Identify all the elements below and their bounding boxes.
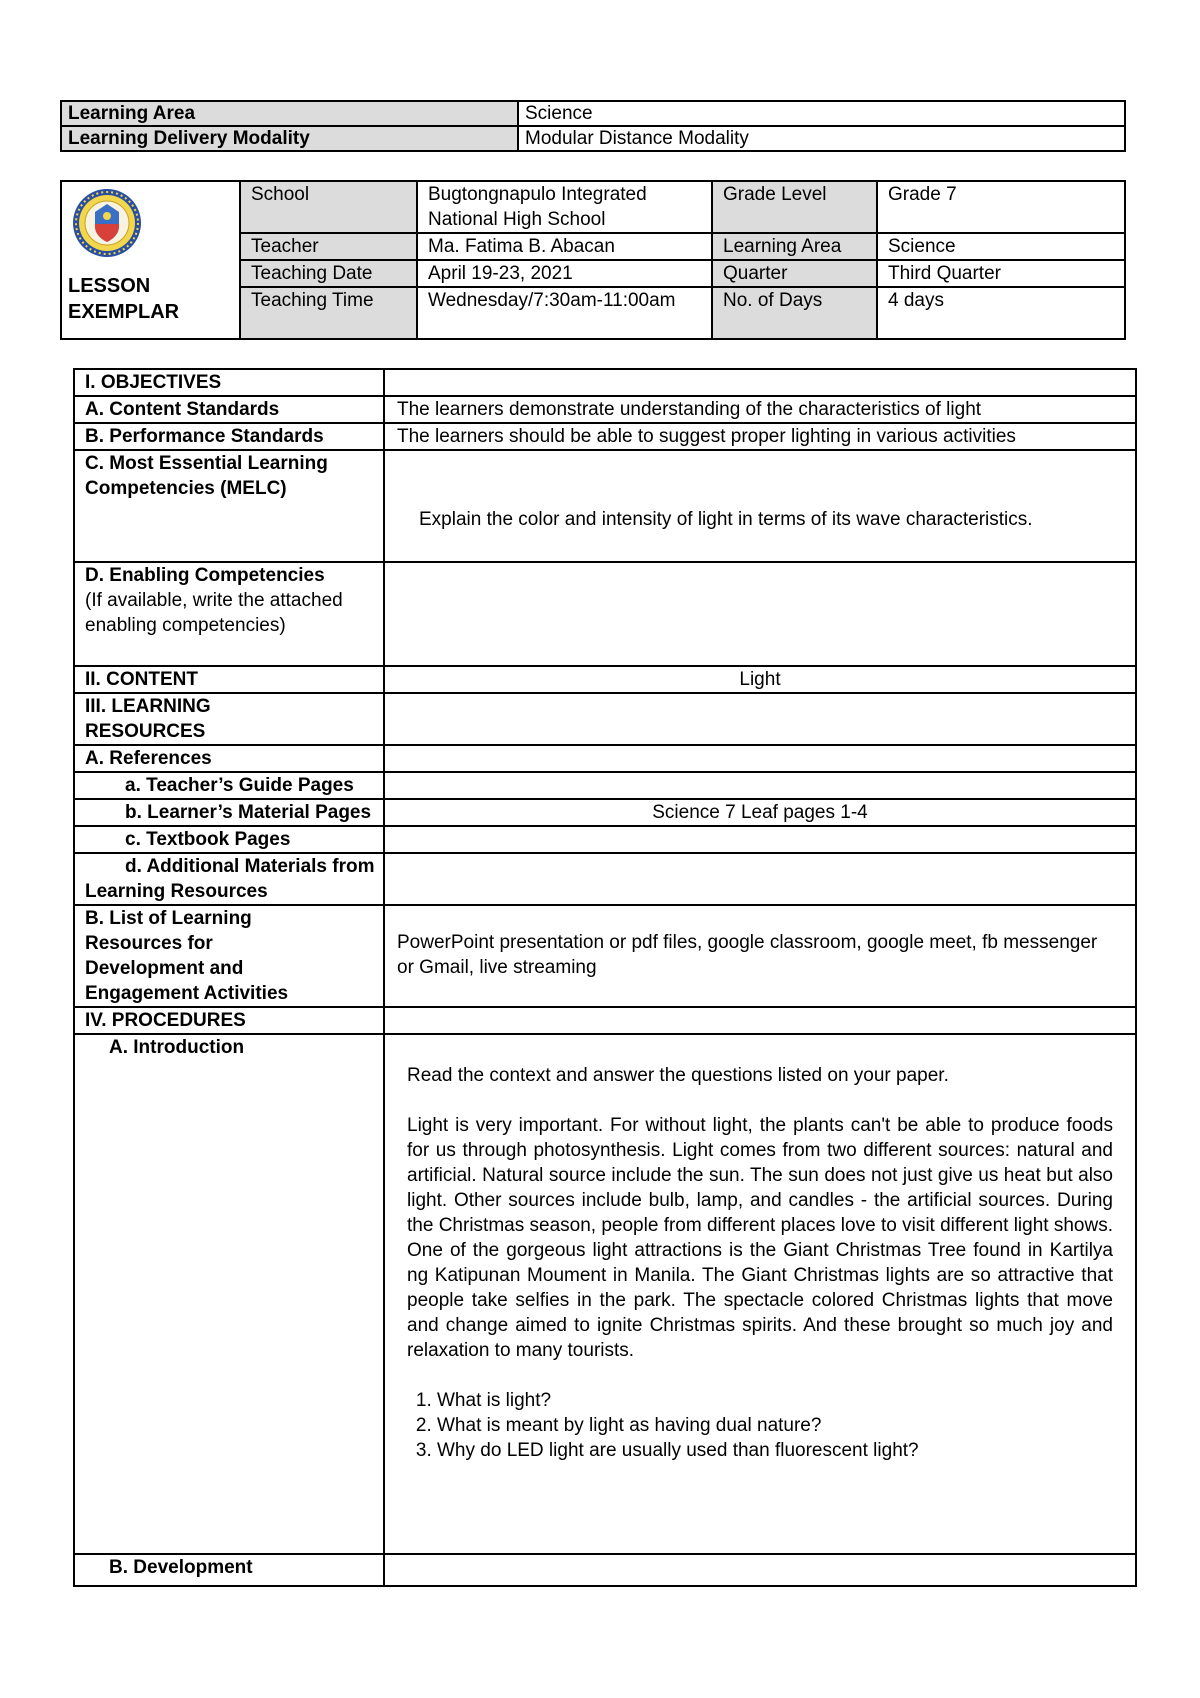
- learning-area-label: Learning Area: [61, 101, 518, 126]
- introduction-label: A. Introduction: [74, 1034, 384, 1554]
- table-row: [74, 1007, 1136, 1034]
- delivery-modality-value: Modular Distance Modality: [518, 126, 1125, 151]
- grade-level-value: Grade 7: [877, 181, 1125, 233]
- learning-resources-label: III. LEARNING RESOURCES: [74, 693, 384, 745]
- content-label: II. CONTENT: [74, 666, 384, 693]
- list-item: 2. What is meant by light as having dual nature?: [437, 1413, 1113, 1438]
- introduction-paragraph: Light is very important. For without light, the plants can't be able to produce foods for us through photosynthesis. Light comes from two different sources: natural and artificial. Natural source include the sun. The sun does not just give us heat but also light. Other sources include bulb, lamp, and candles - the artificial sources. During the Christmas season, people from different places love to visit different light shows. One of the gorgeous light attractions is the Giant Christmas Tree found in Kartilya ng Katipunan Moument in Manila. The Giant Christmas lights are so attractive that people take selfies in the park. The spectacle colored Christmas lights that move and change aimed to ignite Christmas spirits. And these brought so much joy and relaxation to many tourists.: [407, 1115, 1113, 1361]
- teaching-date-value: April 19-23, 2021: [417, 260, 712, 287]
- content-value: Light: [384, 666, 1136, 693]
- table-row: [74, 450, 1136, 562]
- table-row: [74, 826, 1136, 853]
- teachers-guide-label: a. Teacher’s Guide Pages: [74, 772, 384, 799]
- table-row: [61, 181, 1125, 233]
- additional-materials-label: d. Additional Materials from Learning Resources: [74, 853, 384, 905]
- school-label: School: [240, 181, 417, 233]
- development-label: B. Development: [74, 1554, 384, 1586]
- grade-level-label: Grade Level: [712, 181, 877, 233]
- table-row: [74, 666, 1136, 693]
- table-row: [74, 1034, 1136, 1554]
- teaching-time-value: Wednesday/7:30am-11:00am: [417, 287, 712, 339]
- header-learning-area-label: Learning Area: [712, 233, 877, 260]
- header-learning-area-value: Science: [877, 233, 1125, 260]
- teaching-date-label: Teaching Date: [240, 260, 417, 287]
- performance-standards-value: The learners should be able to suggest proper lighting in various activities: [384, 423, 1136, 450]
- table-row: [61, 126, 1125, 151]
- table-row: [74, 799, 1136, 826]
- table-row: [74, 396, 1136, 423]
- enabling-competencies-cell: [74, 562, 384, 666]
- melc-value: Explain the color and intensity of light in terms of its wave characteristics.: [419, 509, 1033, 530]
- teacher-value: Ma. Fatima B. Abacan: [417, 233, 712, 260]
- textbook-pages-label: c. Textbook Pages: [74, 826, 384, 853]
- content-standards-label: A. Content Standards: [74, 396, 384, 423]
- references-label: A. References: [74, 745, 384, 772]
- lesson-header-table: [60, 180, 1126, 340]
- list-item: 3. Why do LED light are usually used than fluorescent light?: [437, 1438, 1113, 1463]
- list-item: 1. What is light?: [437, 1388, 1113, 1413]
- teaching-time-label: Teaching Time: [240, 287, 417, 339]
- list-of-resources-value: PowerPoint presentation or pdf files, google classroom, google meet, fb messenger or Gmail, live streaming: [384, 905, 1136, 1007]
- table-row: [74, 772, 1136, 799]
- learners-material-value: Science 7 Leaf pages 1-4: [384, 799, 1136, 826]
- table-row: [74, 423, 1136, 450]
- table-row: [74, 905, 1136, 1007]
- melc-label: C. Most Essential Learning Competencies (MELC): [74, 450, 384, 562]
- table-row: [74, 745, 1136, 772]
- table-row: [61, 101, 1125, 126]
- learning-area-table: [60, 100, 1126, 152]
- enabling-competencies-note: (If available, write the attached enabling competencies): [85, 590, 343, 636]
- table-row: [74, 562, 1136, 666]
- list-of-resources-label: B. List of Learning Resources for Development and Engagement Activities: [74, 905, 384, 1007]
- table-row: [74, 1554, 1136, 1586]
- table-row: [74, 693, 1136, 745]
- quarter-label: Quarter: [712, 260, 877, 287]
- learning-area-value: Science: [518, 101, 1125, 126]
- quarter-value: Third Quarter: [877, 260, 1125, 287]
- lesson-body-table: [73, 368, 1137, 1587]
- lesson-exemplar-cell: [61, 181, 240, 339]
- introduction-content: [384, 1034, 1136, 1554]
- no-of-days-label: No. of Days: [712, 287, 877, 339]
- lesson-exemplar-title: LESSON EXEMPLAR: [68, 275, 180, 323]
- enabling-competencies-label: D. Enabling Competencies: [85, 565, 325, 586]
- question-list: [407, 1388, 1113, 1463]
- procedures-heading: IV. PROCEDURES: [74, 1007, 384, 1034]
- content-standards-value: The learners demonstrate understanding of the characteristics of light: [384, 396, 1136, 423]
- delivery-modality-label: Learning Delivery Modality: [61, 126, 518, 151]
- deped-seal-icon: [72, 188, 142, 258]
- performance-standards-label: B. Performance Standards: [74, 423, 384, 450]
- objectives-heading: I. OBJECTIVES: [74, 369, 384, 396]
- school-value: Bugtongnapulo Integrated National High School: [417, 181, 712, 233]
- table-row: [74, 369, 1136, 396]
- no-of-days-value: 4 days: [877, 287, 1125, 339]
- introduction-instruction: Read the context and answer the questions listed on your paper.: [407, 1065, 949, 1086]
- teacher-label: Teacher: [240, 233, 417, 260]
- table-row: [74, 853, 1136, 905]
- learners-material-label: b. Learner’s Material Pages: [74, 799, 384, 826]
